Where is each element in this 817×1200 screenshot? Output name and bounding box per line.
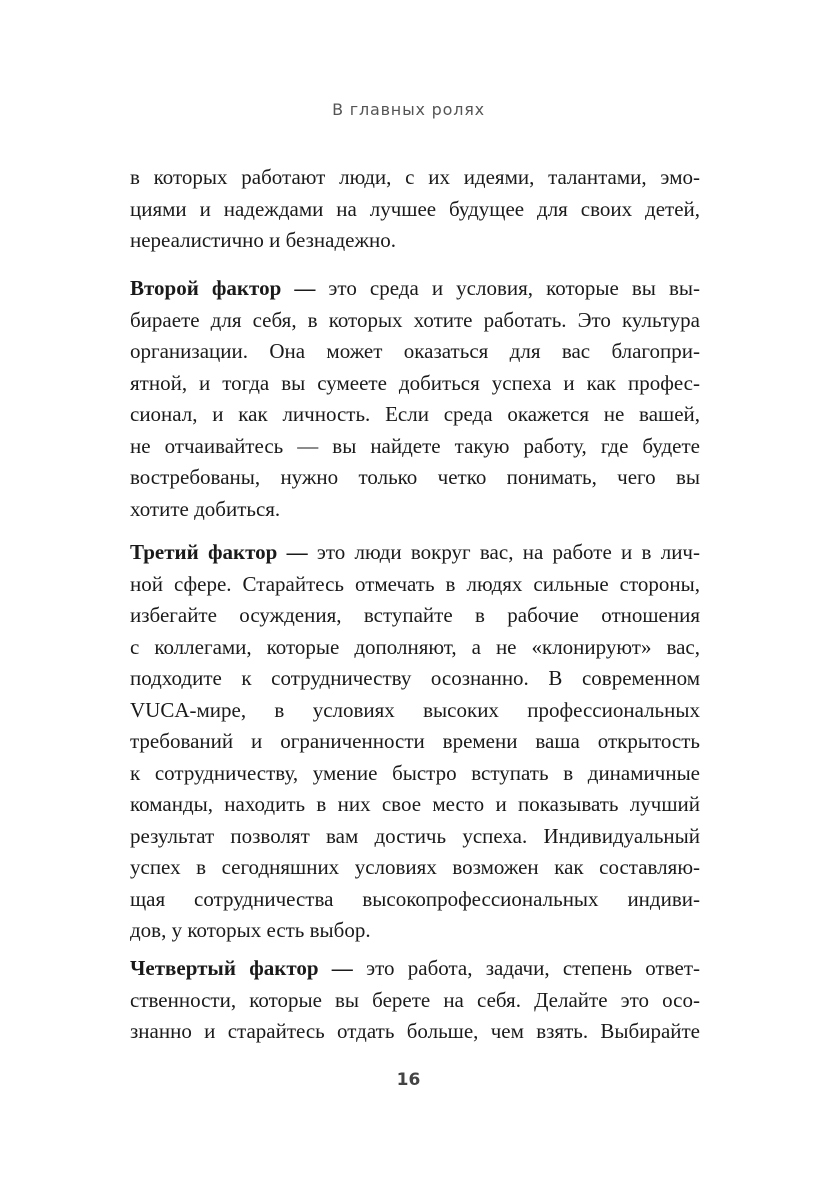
text-line: с коллегами, которые дополняют, а не «клонируют» вас, xyxy=(130,634,700,659)
text-line: команды, находить в них свое место и показывать лучший xyxy=(130,792,700,816)
text-line: щая сотрудничества высокопрофессиональных индиви- xyxy=(130,886,700,911)
text-line: ственности, которые вы берете на себя. Делайте это осо- xyxy=(130,987,700,1012)
text-line: бираете для себя, в которых хотите работать. Это культура xyxy=(130,307,700,332)
running-head: В главных ролях xyxy=(332,100,485,119)
factor-heading: Третий фактор — xyxy=(130,540,308,564)
text-line: в которых работают люди, с их идеями, талантами, эмо- xyxy=(130,165,700,189)
text-line: результат позволят вам достичь успеха. Индивидуальный xyxy=(130,823,700,848)
text-line-rest: это среда и условия, которые вы вы- xyxy=(315,276,700,300)
text-line-rest: это люди вокруг вас, на работе и в лич- xyxy=(307,540,700,564)
factor-heading: Четвертый фактор — xyxy=(130,956,353,980)
text-line: организации. Она может оказаться для вас благопри- xyxy=(130,339,700,363)
text-line: востребованы, нужно только четко понимать, чего вы xyxy=(130,465,700,489)
text-line: подходите к сотрудничеству осознанно. В современном xyxy=(130,666,700,690)
text-line: избегайте осуждения, вступайте в рабочие отношения xyxy=(130,603,700,627)
text-line: к сотрудничеству, умение быстро вступать в динамичные xyxy=(130,760,700,785)
text-line: успех в сегодняшних условиях возможен как составляю- xyxy=(130,855,700,879)
paragraph-fourth-factor xyxy=(130,953,700,1048)
paragraph xyxy=(130,162,700,257)
text-line: VUCA-мире, в условиях высоких профессиональных xyxy=(130,697,700,722)
paragraph-second-factor xyxy=(130,273,700,525)
text-line: нереалистично и безнадежно. xyxy=(130,228,396,252)
text-line: хотите добиться. xyxy=(130,496,281,521)
text-line: не отчаивайтесь — вы найдете такую работу, где будете xyxy=(130,433,700,458)
page-number: 16 xyxy=(396,1070,421,1090)
text-line: дов, у которых есть выбор. xyxy=(130,918,371,942)
text-line: ной сфере. Старайтесь отмечать в людях сильные стороны, xyxy=(130,571,700,596)
paragraph-third-factor xyxy=(130,537,700,947)
text-line xyxy=(130,537,700,569)
text-line-rest: это работа, задачи, степень ответ- xyxy=(352,956,700,980)
text-line xyxy=(130,273,700,305)
text-line: циями и надеждами на лучшее будущее для своих детей, xyxy=(130,196,700,221)
text-line xyxy=(130,953,700,985)
text-line: требований и ограниченности времени ваша открытость xyxy=(130,729,700,753)
text-line: ятной, и тогда вы сумеете добиться успеха и как профес- xyxy=(130,370,700,395)
text-line: знанно и старайтесь отдать больше, чем взять. Выбирайте xyxy=(130,1019,700,1043)
factor-heading: Второй фактор — xyxy=(130,276,316,300)
text-line: сионал, и как личность. Если среда окажется не вашей, xyxy=(130,402,700,426)
